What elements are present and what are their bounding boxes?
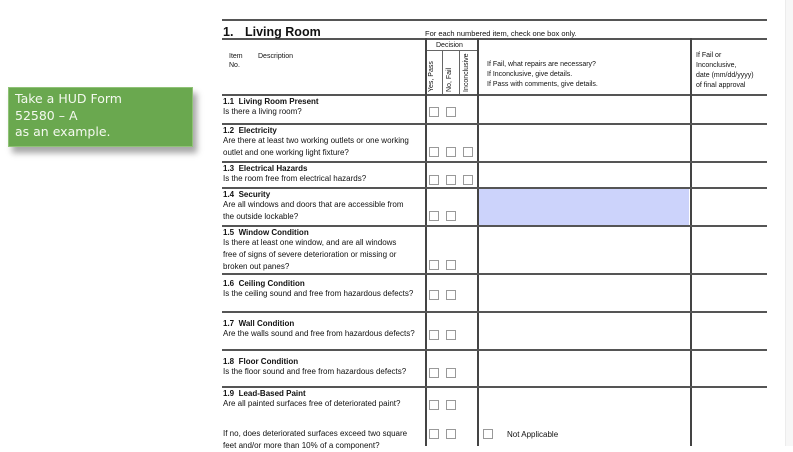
item-title: 1.3 Electrical Hazards xyxy=(223,164,308,173)
checkbox-1-1-yes[interactable] xyxy=(429,107,439,117)
row-rule xyxy=(222,273,767,275)
top-rule xyxy=(222,19,767,21)
section-title xyxy=(223,25,321,39)
checkbox-1-9b-yes[interactable] xyxy=(429,429,439,439)
header-item-label: Item xyxy=(229,53,243,60)
page-edge xyxy=(785,0,793,446)
header-repairs xyxy=(487,60,598,90)
item-1-4 xyxy=(223,190,404,223)
item-1-5 xyxy=(223,228,396,273)
item-desc: feet and/or more than 10% of a component? xyxy=(223,441,380,450)
row-rule xyxy=(222,225,767,227)
checkbox-1-9b-no[interactable] xyxy=(446,429,456,439)
header-no-fail: No, Fail xyxy=(446,67,453,92)
item-desc: outlet and one working light fixture? xyxy=(223,148,349,157)
item-1-1 xyxy=(223,97,319,118)
approval-line-1: If Fail or xyxy=(696,52,722,59)
row-rule xyxy=(222,161,767,163)
not-applicable-label: Not Applicable xyxy=(507,430,559,439)
item-desc: Is the floor sound and free from hazardous defects? xyxy=(223,367,407,376)
checkbox-1-8-yes[interactable] xyxy=(429,368,439,378)
col-divider-decision-left xyxy=(425,38,427,446)
row-rule xyxy=(222,311,767,313)
repairs-line-3: If Pass with comments, give details. xyxy=(487,81,598,88)
item-title: 1.1 Living Room Present xyxy=(223,97,319,106)
callout-line-1: Take a HUD Form xyxy=(15,91,122,106)
checkbox-1-9-no[interactable] xyxy=(446,400,456,410)
item-desc: Is there at least one window, and are all windows xyxy=(223,238,397,247)
item-1-8 xyxy=(223,357,406,378)
item-1-2 xyxy=(223,126,409,159)
row-rule xyxy=(222,386,767,388)
checkbox-1-2-inconclusive[interactable] xyxy=(463,147,473,157)
row-rule xyxy=(222,349,767,351)
approval-line-2: Inconclusive, xyxy=(696,62,737,69)
header-item-no xyxy=(229,52,243,70)
checkbox-not-applicable[interactable] xyxy=(483,429,493,439)
checkbox-1-4-yes[interactable] xyxy=(429,211,439,221)
approval-line-4: of final approval xyxy=(696,82,746,89)
item-desc: If no, does deteriorated surfaces exceed two square xyxy=(223,429,408,438)
item-desc: Are all painted surfaces free of deteriorated paint? xyxy=(223,399,401,408)
example-callout xyxy=(8,87,193,147)
checkbox-1-6-no[interactable] xyxy=(446,290,456,300)
checkbox-1-7-yes[interactable] xyxy=(429,330,439,340)
checkbox-1-9-yes[interactable] xyxy=(429,400,439,410)
item-desc: Are the walls sound and free from hazardous defects? xyxy=(223,329,415,338)
header-yes-pass: Yes, Pass xyxy=(428,61,435,92)
repairs-line-1: If Fail, what repairs are necessary? xyxy=(487,61,596,68)
checkbox-1-4-no[interactable] xyxy=(446,211,456,221)
item-desc: Is the room free from electrical hazards? xyxy=(223,174,367,183)
checkbox-1-3-yes[interactable] xyxy=(429,175,439,185)
header-decision: Decision xyxy=(436,42,463,49)
decision-sep-1 xyxy=(442,51,443,94)
item-desc: Is the ceiling sound and free from hazardous defects? xyxy=(223,289,414,298)
header-inconclusive: Inconclusive xyxy=(463,53,470,92)
checkbox-1-2-yes[interactable] xyxy=(429,147,439,157)
item-title: 1.2 Electricity xyxy=(223,126,277,135)
col-divider-approval xyxy=(690,38,692,446)
item-desc: broken out panes? xyxy=(223,262,290,271)
decision-sep-2 xyxy=(459,51,460,94)
header-approval-date xyxy=(696,51,754,91)
decision-rule xyxy=(425,50,477,51)
header-bottom-rule xyxy=(222,94,767,96)
instruction-text: For each numbered item, check one box only. xyxy=(425,29,577,38)
item-1-3 xyxy=(223,164,366,185)
item-1-9 xyxy=(223,389,400,410)
checkbox-1-6-yes[interactable] xyxy=(429,290,439,300)
section-number: 1. xyxy=(223,25,234,39)
item-1-7 xyxy=(223,319,415,340)
checkbox-1-5-yes[interactable] xyxy=(429,260,439,270)
header-no-label: No. xyxy=(229,62,240,69)
item-title: 1.6 Ceiling Condition xyxy=(223,279,305,288)
item-desc: free of signs of severe deterioration or missing or xyxy=(223,250,397,259)
item-title: 1.5 Window Condition xyxy=(223,228,309,237)
item-title: 1.7 Wall Condition xyxy=(223,319,295,328)
item-desc: Are there at least two working outlets or one working xyxy=(223,136,409,145)
item-title: 1.9 Lead-Based Paint xyxy=(223,389,306,398)
header-description: Description xyxy=(258,53,294,60)
section-name: Living Room xyxy=(245,25,321,39)
checkbox-1-1-no[interactable] xyxy=(446,107,456,117)
item-title: 1.8 Floor Condition xyxy=(223,357,299,366)
item-1-6 xyxy=(223,279,413,300)
item-desc: Are all windows and doors that are accessible from xyxy=(223,200,404,209)
row-rule xyxy=(222,123,767,125)
checkbox-1-3-inconclusive[interactable] xyxy=(463,175,473,185)
callout-line-2: 52580 – A xyxy=(15,107,78,123)
checkbox-1-5-no[interactable] xyxy=(446,260,456,270)
repairs-line-2: If Inconclusive, give details. xyxy=(487,71,573,78)
checkbox-1-7-no[interactable] xyxy=(446,330,456,340)
item-desc: the outside lockable? xyxy=(223,212,299,221)
checkbox-1-8-no[interactable] xyxy=(446,368,456,378)
item-title: 1.4 Security xyxy=(223,190,271,199)
item-1-9-followup xyxy=(223,428,407,452)
row-rule xyxy=(222,187,767,189)
approval-line-3: date (mm/dd/yyyy) xyxy=(696,72,754,79)
repairs-field-1-4-focused[interactable] xyxy=(479,189,689,225)
item-desc: Is there a living room? xyxy=(223,107,302,116)
col-divider-decision-right xyxy=(477,38,479,446)
checkbox-1-2-no[interactable] xyxy=(446,147,456,157)
callout-line-3: as an example. xyxy=(15,124,111,139)
checkbox-1-3-no[interactable] xyxy=(446,175,456,185)
